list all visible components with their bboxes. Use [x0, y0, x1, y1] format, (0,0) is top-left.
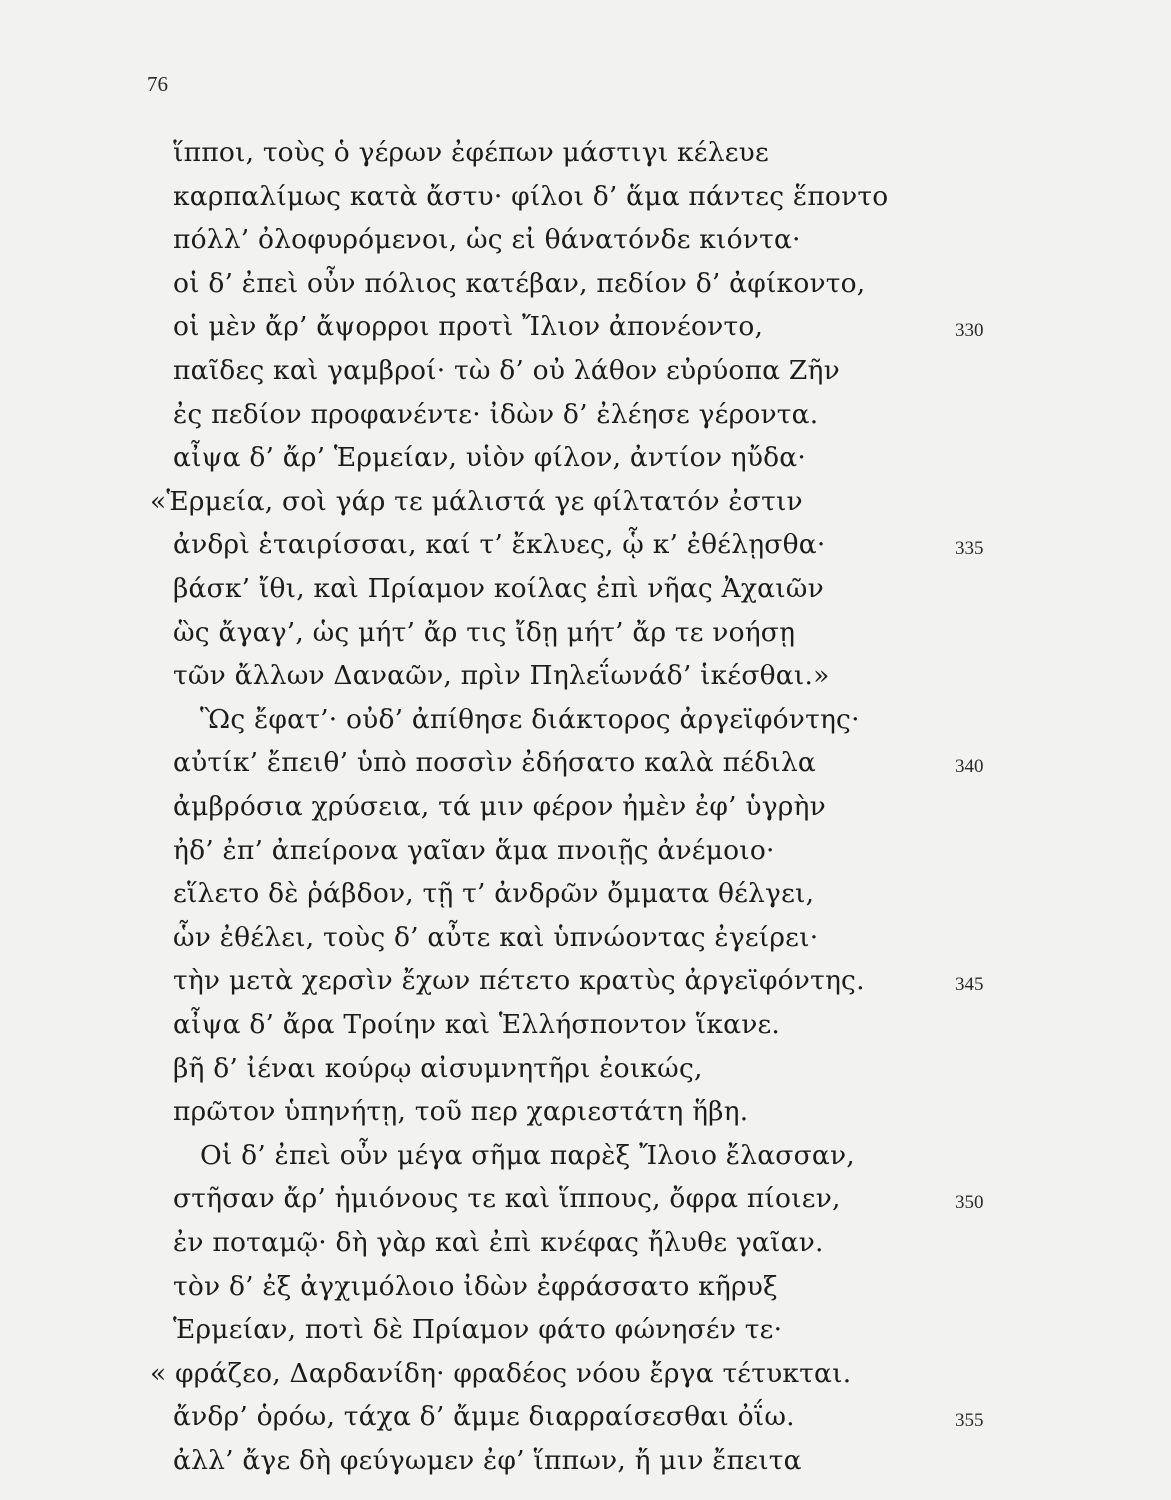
verse-line: ὣς ἄγαγ’, ὡς μήτ’ ἄρ τις ἴδῃ μήτ’ ἄρ τε νοήσῃ [173, 616, 796, 648]
verse-line: ἄνδρ’ ὁρόω, τάχα δ’ ἄμμε διαρραίσεσθαι ὀΐω. [173, 1401, 795, 1433]
verse-line: Οἱ δ’ ἐπεὶ οὖν μέγα σῆμα παρὲξ Ἴλοιο ἔλασσαν, [200, 1139, 855, 1171]
verse-line: οἱ δ’ ἐπεὶ οὖν πόλιος κατέβαν, πεδίον δ’ ἀφίκοντο, [173, 267, 866, 299]
verse-line: παῖδες καὶ γαμβροί· τὼ δ’ οὐ λάθον εὐρύοπα Ζῆν [173, 355, 840, 386]
verse-line: ἀνδρὶ ἑταιρίσσαι, καί τ’ ἔκλυες, ᾧ κ’ ἐθέλῃσθα· [173, 529, 826, 561]
verse-line: ἐς πεδίον προφανέντε· ἰδὼν δ’ ἐλέησε γέροντα. [173, 398, 819, 430]
verse-line: αἶψα δ’ ἄρα Τροίην καὶ Ἑλλήσποντον ἵκανε. [173, 1009, 781, 1040]
line-number: 330 [955, 320, 984, 342]
verse-line: Ὣς ἔφατ’· οὐδ’ ἀπίθησε διάκτορος ἀργεϊφόντης· [200, 703, 860, 735]
line-number: 335 [955, 538, 984, 560]
verse-line: βῆ δ’ ἰέναι κούρῳ αἰσυμνητῆρι ἐοικώς, [173, 1052, 703, 1084]
page-number: 76 [147, 72, 168, 96]
verse-line: ἵπποι, τοὺς ὁ γέρων ἐφέπων μάστιγι κέλευε [173, 137, 769, 168]
verse-line: εἵλετο δὲ ῥάβδον, τῇ τ’ ἀνδρῶν ὄμματα θέλγει, [173, 878, 815, 910]
verse-line: ἐν ποταμῷ· δὴ γὰρ καὶ ἐπὶ κνέφας ἤλυθε γαῖαν. [173, 1227, 824, 1258]
line-number: 345 [955, 974, 984, 996]
line-number: 340 [955, 756, 984, 778]
verse-line: ἀμβρόσια χρύσεια, τά μιν φέρον ἠμὲν ἐφ’ ὑγρὴν [173, 791, 826, 822]
verse-line: ἠδ’ ἐπ’ ἀπείρονα γαῖαν ἅμα πνοιῇς ἀνέμοιο· [173, 834, 775, 866]
verse-line: καρπαλίμως κατὰ ἄστυ· φίλοι δ’ ἅμα πάντες ἕποντο [173, 180, 889, 212]
verse-line: οἱ μὲν ἄρ’ ἄψορροι προτὶ Ἴλιον ἀπονέοντο, [173, 311, 764, 343]
verse-line: ὧν ἐθέλει, τοὺς δ’ αὖτε καὶ ὑπνώοντας ἐγείρει· [173, 921, 819, 953]
verse-line: τὴν μετὰ χερσὶν ἔχων πέτετο κρατὺς ἀργεϊφόντης. [173, 965, 865, 997]
verse-line: τῶν ἄλλων Δαναῶν, πρὶν Πηλεΐωνάδ’ ἱκέσθαι.» [173, 660, 830, 692]
verse-line: πόλλ’ ὀλοφυρόμενοι, ὡς εἰ θάνατόνδε κιόντα· [173, 224, 801, 256]
verse-line: αἶψα δ’ ἄρ’ Ἑρμείαν, υἱὸν φίλον, ἀντίον ηὔδα· [173, 442, 807, 474]
verse-line: στῆσαν ἄρ’ ἡμιόνους τε καὶ ἵππους, ὄφρα πίοιεν, [173, 1183, 841, 1215]
verse-line: αὐτίκ’ ἔπειθ’ ὑπὸ ποσσὶν ἐδήσατο καλὰ πέδιλα [173, 747, 817, 779]
verse-line: βάσκ’ ἴθι, καὶ Πρίαμον κοίλας ἐπὶ νῆας Ἀχαιῶν [173, 573, 824, 604]
verse-line: «Ἑρμεία, σοὶ γάρ τε μάλιστά γε φίλτατόν ἐστιν [150, 485, 803, 517]
verse-line: Ἑρμείαν, ποτὶ δὲ Πρίαμον φάτο φώνησέν τε· [173, 1314, 783, 1346]
verse-line: ἀλλ’ ἄγε δὴ φεύγωμεν ἐφ’ ἵππων, ἤ μιν ἔπειτα [173, 1445, 802, 1476]
line-number: 350 [955, 1192, 984, 1214]
verse-line: τὸν δ’ ἐξ ἀγχιμόλοιο ἰδὼν ἐφράσσατο κῆρυξ [173, 1270, 778, 1302]
line-number: 355 [955, 1410, 984, 1432]
verse-line: πρῶτον ὑπηνήτῃ, τοῦ περ χαριεστάτη ἥβη. [173, 1096, 749, 1128]
verse-line: « φράζεο, Δαρδανίδη· φραδέος νόου ἔργα τέτυκται. [150, 1357, 852, 1389]
